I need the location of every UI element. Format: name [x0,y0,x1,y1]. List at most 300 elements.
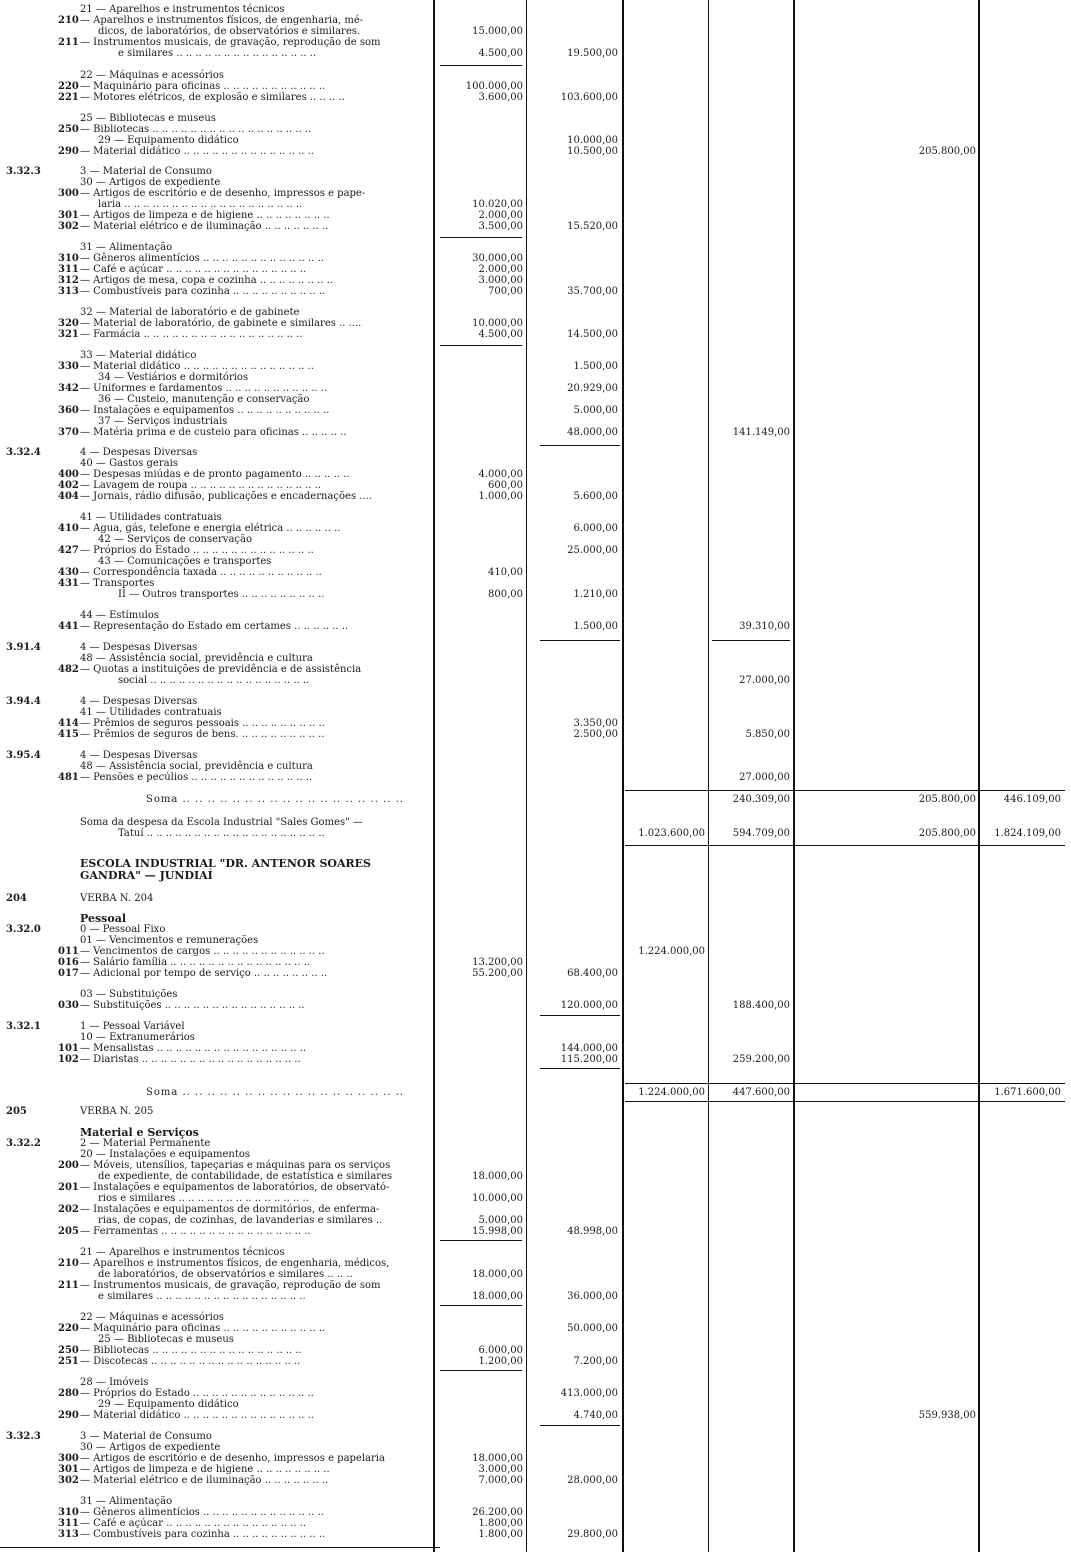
item-code: 250 [58,124,79,135]
ledger-line [0,318,1071,329]
ledger-line [0,1356,1071,1367]
item-code: 481 [58,772,79,783]
ledger-line [0,913,1071,924]
margin-code: 3.95.4 [6,750,41,761]
item-code: 205 [58,1226,79,1237]
item-code: 210 [58,1258,79,1269]
item-description: 36 — Custeio, manutenção e conservação [98,394,310,405]
amount-f: 1.824.109,00 [994,828,1061,839]
item-description: 21 — Aparelhos e instrumentos técnicos [80,4,285,15]
amount-a: 18.000,00 [472,1291,523,1302]
amount-a: 2.000,00 [478,210,523,221]
ledger-line [0,750,1071,761]
item-description: 10 — Extranumerários [80,1032,195,1043]
item-description: 30 — Artigos de expediente [80,1442,221,1453]
ledger-line [0,858,1071,869]
ledger-line [0,394,1071,405]
amount-b: 50.000,00 [567,1323,618,1334]
item-code: 320 [58,318,79,329]
ledger-line [0,567,1071,578]
item-description: e similares .. .. .. .. .. .. .. .. .. .. .. .. .. .. .. .. [98,1291,306,1302]
item-description: — Próprios do Estado .. .. .. .. .. .. .. .. .. .. .. .. .. [80,1388,314,1399]
ledger-line [0,1431,1071,1442]
amount-b: 1.500,00 [573,621,618,632]
ledger-line [0,221,1071,232]
amount-b: 10.000,00 [567,135,618,146]
item-code: 427 [58,545,79,556]
item-code: 280 [58,1388,79,1399]
amount-b: 19.500,00 [567,48,618,59]
ledger-line [0,578,1071,589]
item-description: — Café e açúcar .. .. .. .. .. .. .. .. .. .. .. .. .. .. .. [80,264,307,275]
amount-b: 25.000,00 [567,545,618,556]
column-rule [708,0,709,1552]
amount-b: 48.000,00 [567,427,618,438]
column-rule [622,0,624,1552]
ledger-line [0,1127,1071,1138]
item-description: — Artigos de limpeza e de higiene .. .. .. .. .. .. .. .. [80,1464,330,1475]
item-description: social .. .. .. .. .. .. .. .. .. .. .. .. .. .. .. .. .. [118,675,310,686]
ledger-line [0,729,1071,740]
ledger-line [0,177,1071,188]
item-description: — Diaristas .. .. .. .. .. .. .. .. .. .. .. .. .. .. .. .. .. [80,1054,301,1065]
item-description: — Prêmios de seguros pessoais .. .. .. .. .. .. .. .. .. [80,718,325,729]
ledger-line [0,135,1071,146]
amount-a: 410,00 [488,567,523,578]
ledger-line [0,458,1071,469]
item-description: 4 — Despesas Diversas [80,642,198,653]
amount-b: 28.000,00 [567,1475,618,1486]
item-description: de laboratórios, de observatórios e similares .. .. .. [98,1269,353,1280]
ledger-line [0,817,1071,828]
ledger-line [0,146,1071,157]
amount-a: 2.000,00 [478,264,523,275]
amount-a: 18.000,00 [472,1453,523,1464]
amount-a: 4.500,00 [478,48,523,59]
item-description: 2 — Material Permanente [80,1138,211,1149]
margin-code: 3.32.2 [6,1138,41,1149]
amount-d: 27.000,00 [739,675,790,686]
item-description: laria .. .. .. .. .. .. .. .. .. .. .. .. .. .. .. .. .. .. .. [98,199,303,210]
ledger-line [0,92,1071,103]
ledger-line [0,946,1071,957]
ledger-line [0,264,1071,275]
ledger-line [0,1258,1071,1269]
amount-b: 4.740,00 [573,1410,618,1421]
item-description: — Bibliotecas .. .. .. .. .. .. .. .. .. .. .. .. .. .. .. .. .. [80,124,312,135]
ledger-line [0,4,1071,15]
amount-d: 188.400,00 [732,1000,790,1011]
amount-b: 10.500,00 [567,146,618,157]
item-code: 220 [58,81,79,92]
ledger-line [0,935,1071,946]
total-rule [625,1101,1065,1102]
ledger-line [0,828,1071,839]
amount-b: 115.200,00 [560,1054,618,1065]
ledger-line [0,512,1071,523]
ledger-line [0,1182,1071,1193]
ledger-line [0,361,1071,372]
ledger-line [0,1529,1071,1540]
item-description: 42 — Serviços de conservação [98,534,252,545]
amount-a: 10.000,00 [472,1193,523,1204]
subtotal-rule [440,237,522,238]
margin-code: 3.32.1 [6,1021,41,1032]
item-description: — Instalações e equipamentos de dormitórios, de enferma- [80,1204,380,1215]
item-description: 48 — Assistência social, previdência e cultura [80,761,313,772]
amount-e: 559.938,00 [918,1410,976,1421]
subtotal-rule [440,65,522,66]
item-code: 301 [58,1464,79,1475]
item-code: 250 [58,1345,79,1356]
item-description: — Artigos de mesa, copa e cozinha .. .. .. .. .. .. .. .. [80,275,333,286]
item-code: 301 [58,210,79,221]
item-description: — Transportes [80,578,155,589]
ledger-line [0,642,1071,653]
item-description: — Mensalistas .. .. .. .. .. .. .. .. .. .. .. .. .. .. .. .. [80,1043,307,1054]
amount-d: 259.200,00 [732,1054,790,1065]
item-description: 4 — Despesas Diversas [80,447,198,458]
subtotal-rule [540,445,620,446]
item-description: — Instalações e equipamentos de laboratórios, de observató- [80,1182,390,1193]
item-code: 210 [58,15,79,26]
ledger-line [0,675,1071,686]
subtotal-rule [440,1370,522,1371]
item-description: 43 — Comunicações e transportes [98,556,272,567]
amount-b: 48.998,00 [567,1226,618,1237]
ledger-line [0,188,1071,199]
ledger-line [0,1507,1071,1518]
ledger-line [0,1496,1071,1507]
item-code: 302 [58,1475,79,1486]
amount-a: 3.500,00 [478,221,523,232]
ledger-line [0,427,1071,438]
amount-e: 205.800,00 [918,794,976,805]
ledger-line [0,81,1071,92]
ledger-line [0,70,1071,81]
ledger-line [0,761,1071,772]
item-code: 200 [58,1160,79,1171]
item-description: 3 — Material de Consumo [80,1431,212,1442]
item-code: 312 [58,275,79,286]
item-description: Soma .. .. .. .. .. .. .. .. .. .. .. .. .. .. .. .. .. .. [146,794,404,805]
item-description: GANDRA" — JUNDIAÍ [80,869,213,882]
item-code: 302 [58,221,79,232]
item-description: 29 — Equipamento didático [98,135,239,146]
amount-f: 1.671.600,00 [994,1087,1061,1098]
amount-b: 7.200,00 [573,1356,618,1367]
amount-b: 3.350,00 [573,718,618,729]
item-description: VERBA N. 204 [80,893,154,904]
item-description: — Material didático .. .. .. .. .. .. .. .. .. .. .. .. .. .. [80,361,314,372]
amount-b: 120.000,00 [560,1000,618,1011]
item-description: 37 — Serviços industriais [98,416,228,427]
ledger-line [0,556,1071,567]
item-description: — Ferramentas .. .. .. .. .. .. .. .. .. .. .. .. .. .. .. .. [80,1226,311,1237]
ledger-line [0,707,1071,718]
amount-a: 4.500,00 [478,329,523,340]
ledger-line [0,307,1071,318]
item-code: 016 [58,957,79,968]
item-description: — Artigos de escritório e de desenho, impressos e papelaria [80,1453,385,1464]
item-description: 25 — Bibliotecas e museus [98,1334,234,1345]
subtotal-rule [712,640,790,641]
column-rule [526,0,527,1552]
amount-c: 1.224.000,00 [638,946,705,957]
column-rule [433,0,435,1552]
ledger-line [0,253,1071,264]
item-code: 310 [58,253,79,264]
item-description: — Instrumentos musicais, de gravação, reprodução de som [80,37,381,48]
item-description: 0 — Pessoal Fixo [80,924,166,935]
amount-a: 3.000,00 [478,1464,523,1475]
amount-a: 800,00 [488,589,523,600]
item-description: — Lavagem de roupa .. .. .. .. .. .. .. .. .. .. .. .. .. .. [80,480,321,491]
ledger-line [0,653,1071,664]
item-code: 201 [58,1182,79,1193]
ledger-line [0,989,1071,1000]
amount-b: 68.400,00 [567,968,618,979]
item-description: — Móveis, utensílios, tapeçarias e máquinas para os serviços [80,1160,391,1171]
margin-code: 3.32.4 [6,447,41,458]
total-rule [625,1083,1065,1084]
ledger-line [0,1280,1071,1291]
amount-a: 1.800,00 [478,1518,523,1529]
ledger-line [0,242,1071,253]
item-code: 330 [58,361,79,372]
ledger-line [0,664,1071,675]
margin-code: 3.94.4 [6,696,41,707]
item-code: 321 [58,329,79,340]
amount-b: 6.000,00 [573,523,618,534]
ledger-line [0,491,1071,502]
item-code: 415 [58,729,79,740]
ledger-line [0,275,1071,286]
subtotal-rule [540,1015,620,1016]
ledger-line [0,1247,1071,1258]
item-description: — Correspondência taxada .. .. .. .. .. .. .. .. .. .. .. [80,567,322,578]
margin-code: 3.32.3 [6,1431,41,1442]
item-description: — Instalações e equipamentos .. .. .. .. .. .. .. .. .. .. [80,405,330,416]
ledger-line [0,1345,1071,1356]
ledger-line [0,1377,1071,1388]
amount-a: 26.200,00 [472,1507,523,1518]
item-description: 1 — Pessoal Variável [80,1021,185,1032]
subtotal-rule [540,1425,620,1426]
item-code: 310 [58,1507,79,1518]
amount-a: 1.000,00 [478,491,523,502]
ledger-line [0,199,1071,210]
amount-b: 103.600,00 [560,92,618,103]
amount-a: 6.000,00 [478,1345,523,1356]
ledger-line [0,1464,1071,1475]
item-code: 414 [58,718,79,729]
ledger-line [0,286,1071,297]
item-description: Soma da despesa da Escola Industrial "Sales Gomes" — [80,817,363,828]
ledger-line [0,968,1071,979]
ledger-line [0,924,1071,935]
item-description: 29 — Equipamento didático [98,1399,239,1410]
ledger-line [0,772,1071,783]
amount-a: 30.000,00 [472,253,523,264]
amount-b: 5.000,00 [573,405,618,416]
amount-c: 1.224.000,00 [638,1087,705,1098]
amount-a: 100.000,00 [465,81,523,92]
item-code: 441 [58,621,79,632]
item-description: 21 — Aparelhos e instrumentos técnicos [80,1247,285,1258]
item-description: — Material de laboratório, de gabinete e similares .. .... [80,318,362,329]
bottom-rule [0,1547,440,1548]
ledger-line [0,416,1071,427]
amount-d: 594.709,00 [732,828,790,839]
amount-b: 36.000,00 [567,1291,618,1302]
item-code: 342 [58,383,79,394]
amount-b: 144.000,00 [560,1043,618,1054]
amount-a: 3.600,00 [478,92,523,103]
margin-code: 3.32.3 [6,166,41,177]
item-code: 202 [58,1204,79,1215]
ledger-line [0,1399,1071,1410]
ledger-line [0,372,1071,383]
item-code: 431 [58,578,79,589]
ledger-line [0,210,1071,221]
item-code: 101 [58,1043,79,1054]
ledger-line [0,1021,1071,1032]
item-description: 25 — Bibliotecas e museus [80,113,216,124]
amount-d: 5.850,00 [745,729,790,740]
item-code: 402 [58,480,79,491]
ledger-line [0,1215,1071,1226]
ledger-line [0,610,1071,621]
ledger-line [0,870,1071,881]
total-rule [625,790,1065,791]
amount-d: 141.149,00 [732,427,790,438]
item-description: — Jornais, rádio difusão, publicações e encadernações .... [80,491,372,502]
amount-a: 7.000,00 [478,1475,523,1486]
ledger-line [0,1323,1071,1334]
item-description: — Gêneros alimentícios .. .. .. .. .. .. .. .. .. .. .. .. .. [80,1507,324,1518]
amount-f: 446.109,00 [1003,794,1061,805]
item-description: 40 — Gastos gerais [80,458,178,469]
amount-b: 35.700,00 [567,286,618,297]
item-code: 360 [58,405,79,416]
item-code: 300 [58,1453,79,1464]
ledger-line [0,893,1071,904]
item-description: — Material didático .. .. .. .. .. .. .. .. .. .. .. .. .. .. [80,146,314,157]
ledger-line [0,534,1071,545]
item-description: 41 — Utilidades contratuais [80,707,222,718]
item-description: — Adicional por tempo de serviço .. .. .. .. .. .. .. .. [80,968,328,979]
ledger-line [0,383,1071,394]
item-description: — Material didático .. .. .. .. .. .. .. .. .. .. .. .. .. .. [80,1410,314,1421]
ledger-line [0,1043,1071,1054]
amount-a: 55.200,00 [472,968,523,979]
item-description: — Substituições .. .. .. .. .. .. .. .. .. .. .. .. .. .. .. [80,1000,305,1011]
ledger-line [0,1160,1071,1171]
item-description: 31 — Alimentação [80,242,173,253]
item-description: 3 — Material de Consumo [80,166,212,177]
item-description: 30 — Artigos de expediente [80,177,221,188]
ledger-line [0,523,1071,534]
item-description: 01 — Vencimentos e remunerações [80,935,259,946]
item-description: II — Outros transportes .. .. .. .. .. .. .. .. .. [118,589,325,600]
item-description: dicos, de laboratórios, de observatórios e similares. [98,26,361,37]
ledger-line [0,1518,1071,1529]
item-code: 011 [58,946,79,957]
item-description: de expediente, de contabilidade, de estatística e similares [98,1171,393,1182]
item-code: 400 [58,469,79,480]
item-description: — Salário família .. .. .. .. .. .. .. .. .. .. .. .. .. .. .. [80,957,311,968]
ledger-line [0,794,1071,805]
item-description: — Material elétrico e de iluminação .. .. .. .. .. .. .. [80,1475,329,1486]
ledger-line [0,15,1071,26]
amount-a: 10.000,00 [472,318,523,329]
margin-code: 205 [6,1106,27,1117]
ledger-line [0,718,1071,729]
item-code: 430 [58,567,79,578]
item-description: 34 — Vestiários e dormitórios [98,372,249,383]
ledger-line [0,1334,1071,1345]
item-description: — Discotecas .. .. .. .. .. .. .. .. .. .. .. .. .. .. .. .. [80,1356,301,1367]
ledger-line [0,1410,1071,1421]
item-description: Soma .. .. .. .. .. .. .. .. .. .. .. .. .. .. .. .. .. .. [146,1087,404,1098]
ledger-line [0,166,1071,177]
item-code: 220 [58,1323,79,1334]
amount-b: 2.500,00 [573,729,618,740]
ledger-line [0,1388,1071,1399]
item-code: 410 [58,523,79,534]
amount-d: 27.000,00 [739,772,790,783]
ledger-line [0,1054,1071,1065]
item-description: VERBA N. 205 [80,1106,154,1117]
item-description: — Vencimentos de cargos .. .. .. .. .. .. .. .. .. .. .. .. [80,946,325,957]
item-description: 4 — Despesas Diversas [80,696,198,707]
item-description: ESCOLA INDUSTRIAL "DR. ANTENOR SOARES [80,857,371,870]
margin-code: 204 [6,893,27,904]
item-description: 28 — Imóveis [80,1377,149,1388]
item-description: — Maquinário para oficinas .. .. .. .. .. .. .. .. .. .. .. [80,81,326,92]
amount-a: 600,00 [488,480,523,491]
item-description: — Agua, gás, telefone e energia elétrica .. .. .. .. .. .. [80,523,341,534]
amount-a: 1.800,00 [478,1529,523,1540]
item-description: — Material elétrico e de iluminação .. .. .. .. .. .. .. [80,221,329,232]
item-code: 221 [58,92,79,103]
column-rule [978,0,980,1552]
ledger-line [0,545,1071,556]
amount-a: 18.000,00 [472,1171,523,1182]
ledger-line [0,48,1071,59]
amount-e: 205.800,00 [918,828,976,839]
subtotal-rule [540,640,620,641]
ledger-line [0,621,1071,632]
item-code: 211 [58,1280,79,1291]
amount-a: 15.998,00 [472,1226,523,1237]
ledger-line [0,1193,1071,1204]
ledger-line [0,589,1071,600]
amount-d: 240.309,00 [732,794,790,805]
ledger-line [0,1106,1071,1117]
ledger-line [0,350,1071,361]
item-description: 32 — Material de laboratório e de gabinete [80,307,300,318]
subtotal-rule [440,345,522,346]
item-code: 290 [58,1410,79,1421]
item-code: 290 [58,146,79,157]
item-description: — Combustíveis para cozinha .. .. .. .. .. .. .. .. .. .. [80,286,326,297]
amount-d: 39.310,00 [739,621,790,632]
amount-b: 15.520,00 [567,221,618,232]
item-description: Pessoal [80,912,127,925]
item-description: Tatuí .. .. .. .. .. .. .. .. .. .. .. .. .. .. .. .. .. .. .. [118,828,325,839]
